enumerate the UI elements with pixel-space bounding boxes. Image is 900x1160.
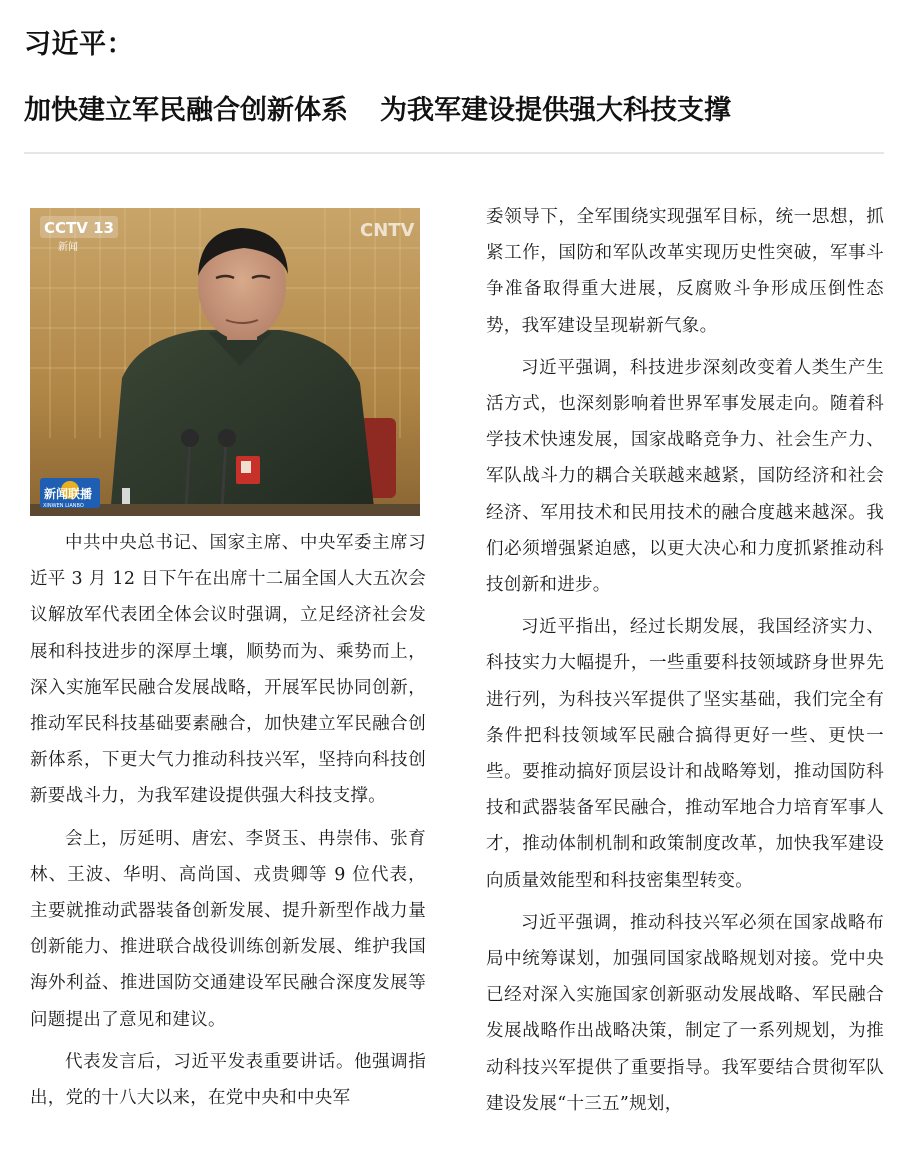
paragraph: 代表发言后，习近平发表重要讲话。他强调指出，党的十八大以来，在党中央和中央军 xyxy=(30,1051,426,1109)
article-column-right xyxy=(486,199,884,1128)
headline xyxy=(24,88,731,127)
paragraph: 中共中央总书记、国家主席、中央军委主席习近平 3 月 12 日下午在出席十二届全国人大五次会议解放军代表团全体会议时强调，立足经济社会发展和科技进步的深厚土壤，顺势而为、乘势而上，深入实施军民融合发展战略，开展军民协同创新，推动军民科技基础要素融合，加快建立军民融合创新体系，下更大气力推动科技兴军，坚持向科技创新要战斗力，为我军建设提供强大科技支撑。 xyxy=(30,533,426,807)
headline-part-1: 加快建立军民融合创新体系 xyxy=(24,95,348,126)
channel-sub: 新闻 xyxy=(58,242,78,253)
header-divider xyxy=(24,152,884,154)
paragraph: 习近平指出，经过长期发展，我国经济实力、科技实力大幅提升，一些重要科技领域跻身世界先进行列，为科技兴军提供了坚实基础，我们完全有条件把科技领域军民融合搞得更好一些、更快一些。要推动搞好顶层设计和战略筹划，推动国防科技和武器装备军民融合，推动军地合力培育军事人才，推动体制机制和政策制度改革，加快我军建设向质量效能型和科技密集型转变。 xyxy=(486,617,884,891)
headline-part-2: 为我军建设提供强大科技支撑 xyxy=(380,95,731,126)
article-column-left xyxy=(30,525,426,1122)
paragraph: 习近平强调，推动科技兴军必须在国家战略布局中统筹谋划，加强同国家战略规划对接。党中央已经对深入实施国家创新驱动发展战略、军民融合发展战略作出战略决策，制定了一系列规划，为推动科技兴军提供了重要指导。我军要结合贯彻军队建设发展“十三五”规划， xyxy=(486,912,884,1114)
speaker-label: 习近平： xyxy=(24,29,134,60)
xinwen-lianbo-logo xyxy=(40,478,100,509)
paragraph: 会上，厉延明、唐宏、李贤玉、冉崇伟、张育林、王波、华明、高尚国、戎贵卿等 9 位代表，主要就推动武器装备创新发展、提升新型作战力量创新能力、推进联合战役训练创新发展、维护我国海外利益、推进国防交通建设军民融合深度发展等问题提出了意见和建议。 xyxy=(30,828,426,1030)
paragraph: 委领导下，全军围绕实现强军目标，统一思想，抓紧工作，国防和军队改革实现历史性突破，军事斗争准备取得重大进展，反腐败斗争形成压倒性态势，我军建设呈现崭新气象。 xyxy=(486,207,884,336)
news-photo xyxy=(30,208,420,516)
program-logo: 新闻联播 xyxy=(44,487,93,501)
channel-logo: CCTV 13 xyxy=(44,219,114,237)
paragraph: 习近平强调，科技进步深刻改变着人类生产生活方式，也深刻影响着世界军事发展走向。随着科学技术快速发展，国家战略竞争力、社会生产力、军队战斗力的耦合关联越来越紧，国防经济和社会经济、军用技术和民用技术的融合度越来越深。我们必须增强紧迫感，以更大决心和力度抓紧推动科技创新和进步。 xyxy=(486,357,884,596)
cntv-watermark: CNTV xyxy=(360,220,415,241)
program-logo-sub: XINWEN LIANBO xyxy=(43,503,84,509)
